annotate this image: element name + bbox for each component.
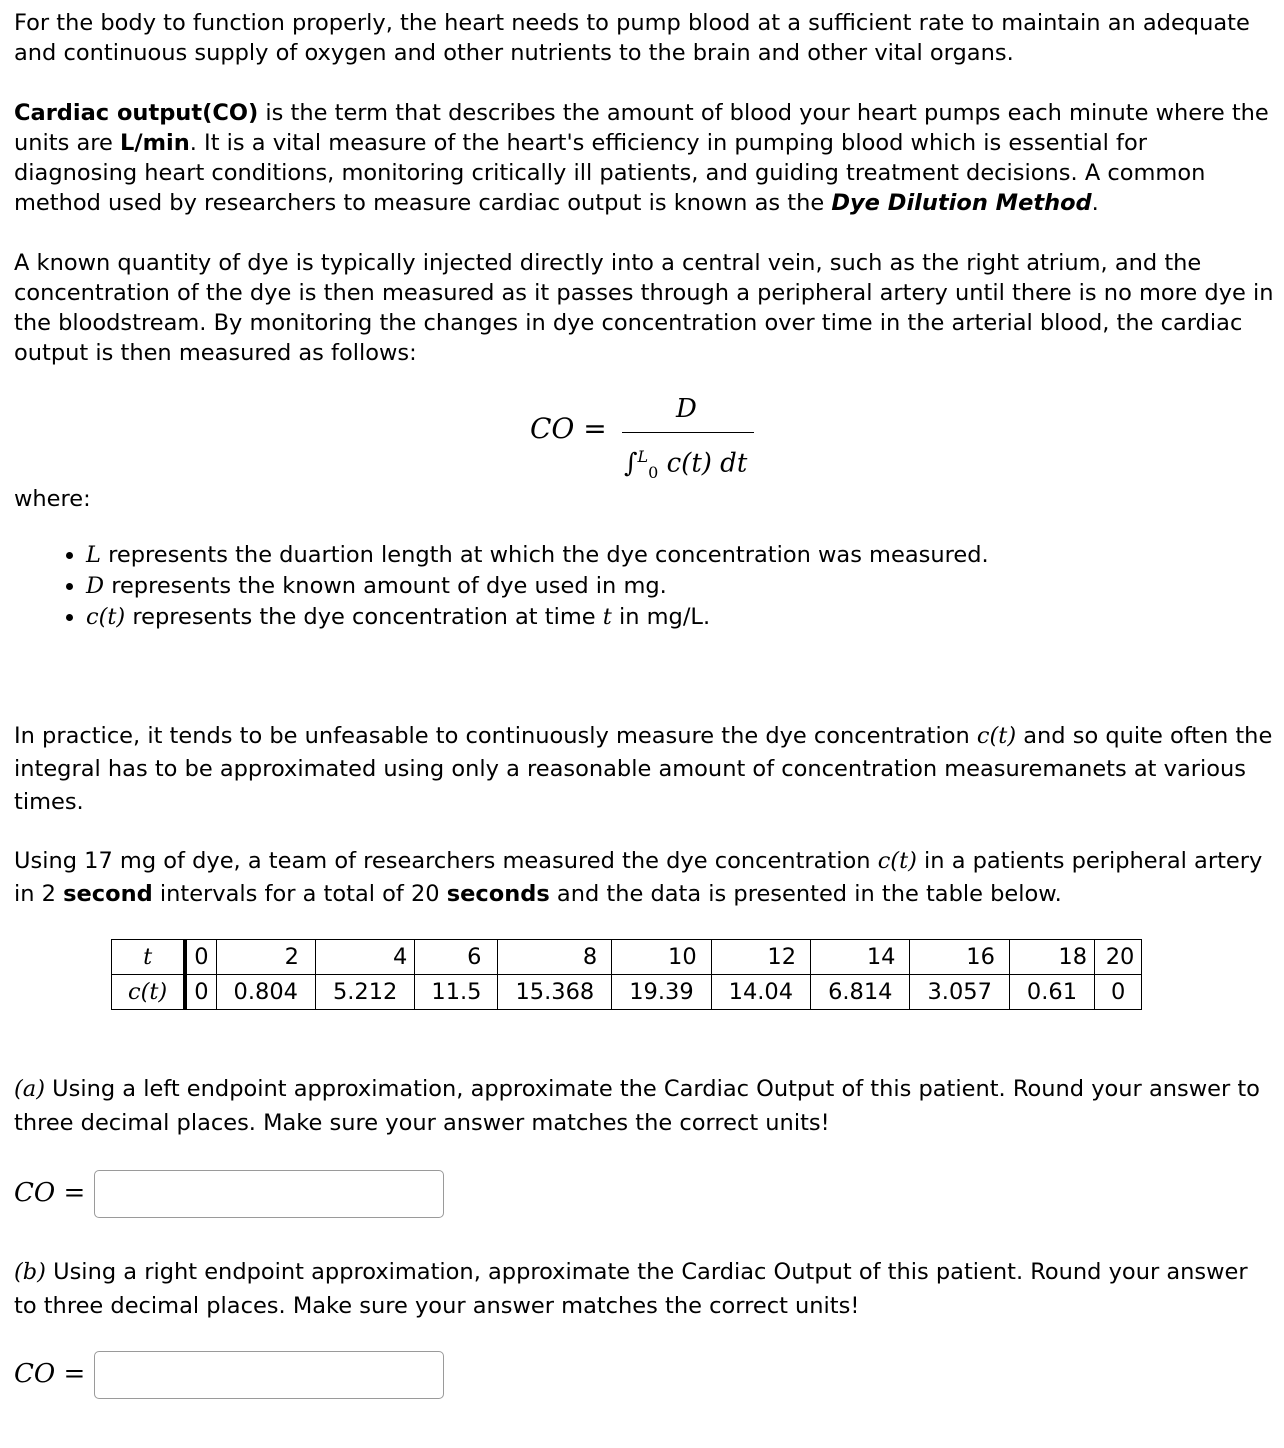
- practice-text-a: In practice, it tends to be unfeasable to continuously measure the dye concentration: [14, 723, 977, 749]
- co-answer-input-a[interactable]: [94, 1170, 444, 1218]
- practice-paragraph: [14, 720, 1276, 819]
- fraction-bar: [622, 432, 754, 433]
- setup-bold-seconds: seconds: [446, 881, 550, 907]
- setup-bold-second: second: [63, 881, 153, 907]
- part-a-label: (a): [14, 1076, 45, 1102]
- definition-item: [86, 540, 1284, 571]
- definition-item: [86, 571, 1284, 602]
- table-cell: 2: [216, 940, 315, 975]
- definition-symbol: L: [86, 542, 101, 568]
- table-cell: 3.057: [910, 975, 1009, 1010]
- co-label-a: CO =: [14, 1178, 86, 1208]
- definition-item: [86, 602, 1284, 633]
- table-cell: 5.212: [315, 975, 414, 1010]
- definition-text: represents the known amount of dye used in mg.: [104, 573, 667, 599]
- part-b-label: (b): [14, 1259, 46, 1285]
- setup-text-d: and the data is presented in the table below.: [549, 881, 1062, 907]
- co-label-b: CO =: [14, 1359, 86, 1389]
- definition-text: represents the duartion length at which the dye concentration was measured.: [100, 542, 989, 568]
- intro-paragraph-1: For the body to function properly, the heart needs to pump blood at a sufficient rate to maintain an adequate and continuous supply of oxygen and other nutrients to the brain and other vital organs.: [14, 10, 1250, 66]
- table-cell: 14.04: [711, 975, 810, 1010]
- dye-dilution-method-term: Dye Dilution Method: [831, 190, 1092, 216]
- practice-text-b: and so quite often the integral has to be approximated using only a reasonable amount of concentration measuremanets at various times.: [14, 723, 1273, 815]
- setup-paragraph: [14, 845, 1276, 911]
- table-row-concentration: [112, 975, 1142, 1010]
- integrand: c(t) dt: [666, 448, 748, 479]
- table-cell: 20: [1095, 940, 1142, 975]
- intro-paragraph-3: A known quantity of dye is typically injected directly into a central vein, such as the right atrium, and the concentration of the dye is then measured as it passes through a peripheral artery until there is no more dye in the bloodstream. By monitoring the changes in dye concentration over time in the arterial blood, the cardiac output is then measured as follows:: [14, 250, 1274, 366]
- setup-text-c: intervals for a total of 20: [152, 881, 447, 907]
- table-cell: 19.39: [612, 975, 711, 1010]
- table-cell: 14: [811, 940, 910, 975]
- where-label: where:: [14, 486, 91, 512]
- cardiac-output-formula: [530, 392, 770, 492]
- cardiac-output-term: Cardiac output(CO): [14, 100, 259, 126]
- table-cell: 10: [612, 940, 711, 975]
- table-cell: 6.814: [811, 975, 910, 1010]
- table-cell: 12: [711, 940, 810, 975]
- table-header-c: c(t): [112, 975, 186, 1010]
- formula-denominator: [624, 442, 747, 488]
- setup-text-a: Using 17 mg of dye, a team of researchers measured the dye concentration: [14, 848, 878, 874]
- integral-sign: ∫: [624, 448, 638, 479]
- table-cell: 0.804: [216, 975, 315, 1010]
- table-cell: 16: [910, 940, 1009, 975]
- setup-text-b: in a patients peripheral artery in 2: [14, 848, 1263, 907]
- definition-text-2: in mg/L.: [611, 604, 711, 630]
- intro-paragraph-2: [14, 98, 1276, 218]
- part-b-text: Using a right endpoint approximation, approximate the Cardiac Output of this patient. Round your answer to three decimal places. Make sure your answer matches the correct units!: [14, 1259, 1248, 1319]
- practice-symbol: c(t): [976, 723, 1017, 749]
- table-cell: 15.368: [498, 975, 612, 1010]
- table-cell: 0: [185, 975, 216, 1010]
- p2-text-a: is the term that describes the amount of blood your heart pumps each minute where the units are: [14, 100, 1269, 156]
- formula-numerator: D: [676, 394, 697, 424]
- part-a-text: Using a left endpoint approximation, approximate the Cardiac Output of this patient. Round your answer to three decimal places. Make sure your answer matches the correct units!: [14, 1076, 1260, 1136]
- table-cell: 6: [415, 940, 498, 975]
- table-cell: 0: [1095, 975, 1142, 1010]
- table-cell: 8: [498, 940, 612, 975]
- definition-text: represents the dye concentration at time: [125, 604, 603, 630]
- table-row-time: [112, 940, 1142, 975]
- definitions-list: [14, 540, 1284, 633]
- table-cell: 18: [1009, 940, 1094, 975]
- part-b-question: [14, 1255, 1276, 1323]
- table-cell: 0.61: [1009, 975, 1094, 1010]
- p2-text-b: . It is a vital measure of the heart's efficiency in pumping blood which is essential for diagnosing heart conditions, monitoring critically ill patients, and guiding treatment decisions. A common method used by researchers to measure cardiac output is known as the: [14, 130, 1206, 216]
- setup-symbol: c(t): [877, 848, 917, 874]
- table-header-t: t: [112, 940, 186, 975]
- integral-lower-limit: 0: [648, 462, 659, 482]
- concentration-table: [111, 939, 1142, 1010]
- definition-symbol: D: [86, 573, 105, 599]
- table-cell: 11.5: [415, 975, 498, 1010]
- definition-symbol-2: t: [602, 604, 612, 630]
- table-cell: 0: [185, 940, 216, 975]
- formula-lhs: CO =: [530, 412, 607, 445]
- p2-end: .: [1091, 190, 1099, 216]
- part-a-question: [14, 1072, 1276, 1140]
- units-term: L/min: [120, 130, 190, 156]
- definition-symbol: c(t): [86, 604, 126, 630]
- co-answer-input-b[interactable]: [94, 1351, 444, 1399]
- integral-upper-limit: L: [637, 447, 649, 466]
- table-cell: 4: [315, 940, 414, 975]
